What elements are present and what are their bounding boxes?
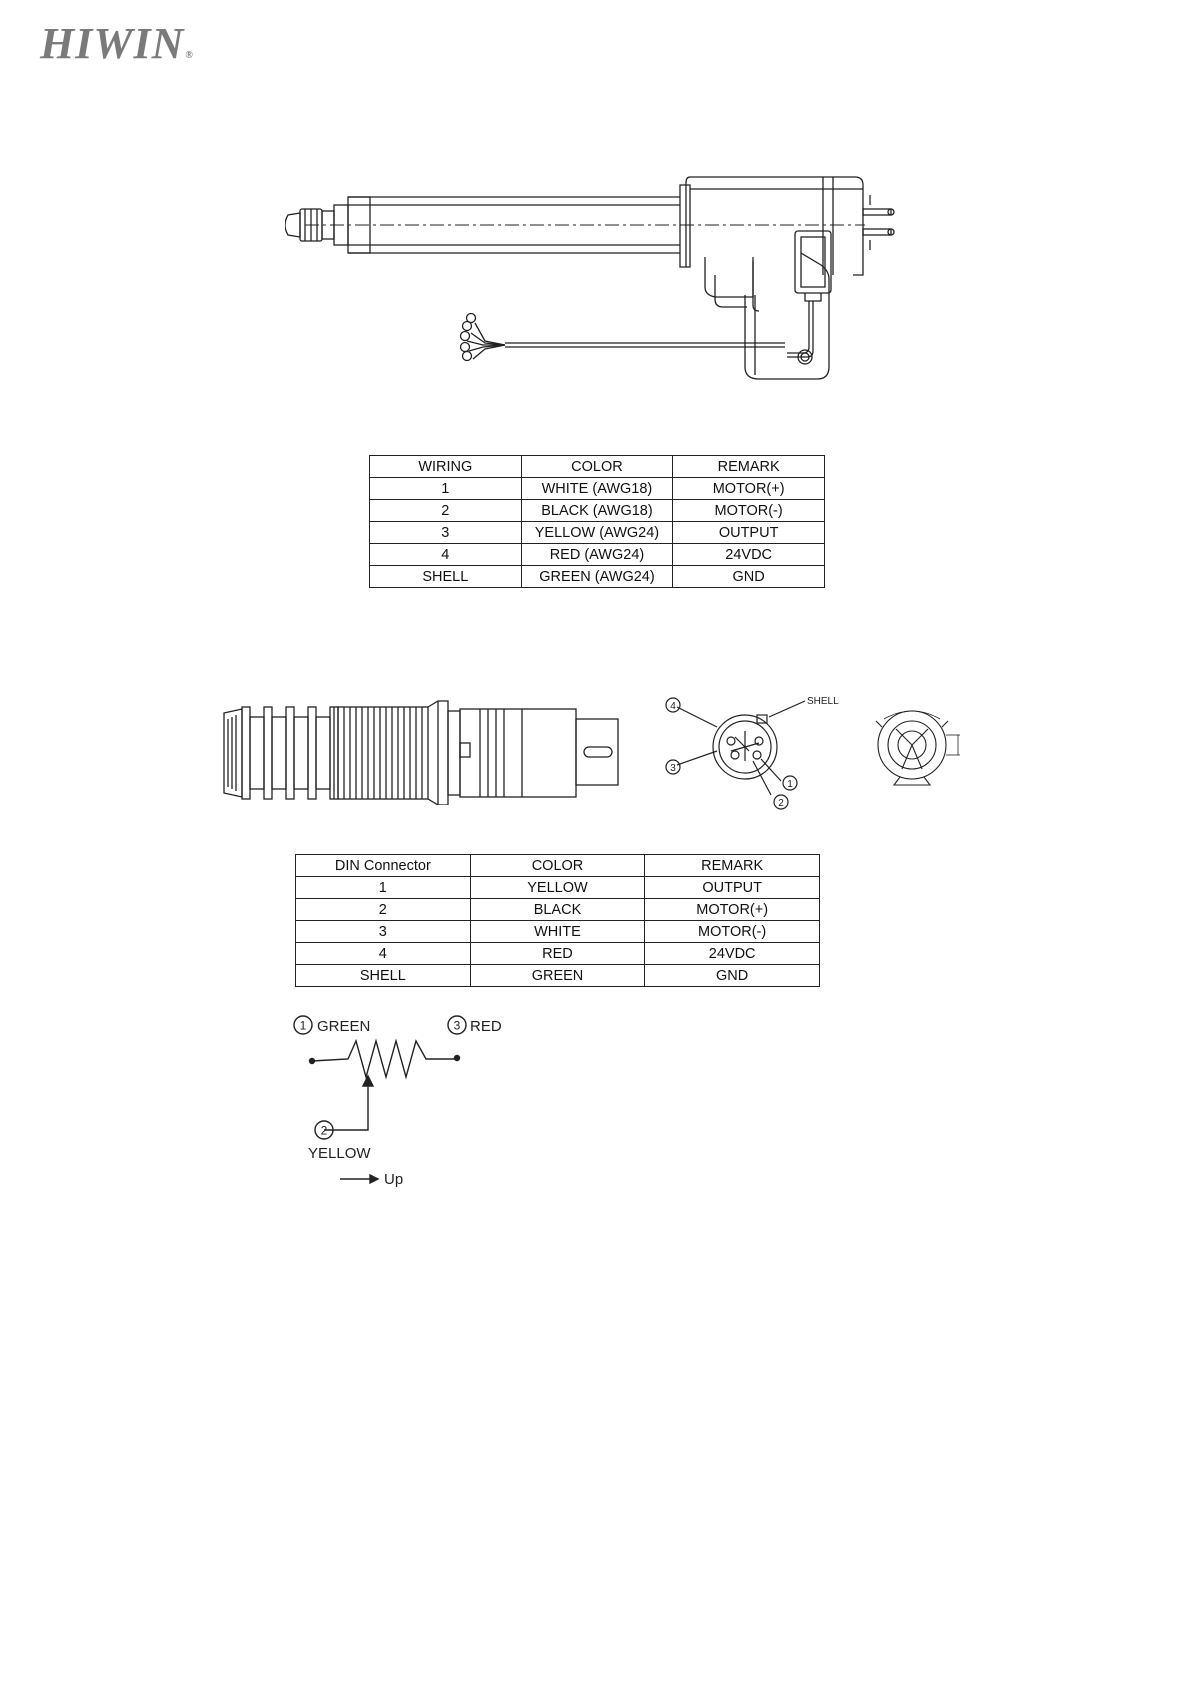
table-cell: SHELL	[370, 566, 522, 588]
actuator-drawing	[285, 175, 925, 415]
table-row	[370, 566, 825, 588]
table-row	[296, 943, 820, 965]
table-cell: 4	[370, 544, 522, 566]
table-cell: GREEN	[470, 965, 645, 987]
table-cell: OUTPUT	[645, 877, 820, 899]
table-cell: OUTPUT	[673, 522, 825, 544]
table-cell: YELLOW (AWG24)	[521, 522, 673, 544]
connector-face-drawing	[870, 705, 980, 795]
table-cell: WHITE	[470, 921, 645, 943]
table-cell: 1	[296, 877, 471, 899]
table-row	[370, 500, 825, 522]
direction-label: Up	[384, 1171, 404, 1187]
table-row	[296, 965, 820, 987]
header-remark: REMARK	[645, 855, 820, 877]
header-remark: REMARK	[673, 456, 825, 478]
table-header-row	[370, 456, 825, 478]
table-cell: GND	[673, 566, 825, 588]
pin1-label: GREEN	[317, 1018, 371, 1035]
pin-3-label: 3	[670, 763, 676, 774]
table-cell: BLACK (AWG18)	[521, 500, 673, 522]
pin3-label: RED	[470, 1018, 502, 1035]
table-row	[370, 544, 825, 566]
table-cell: GREEN (AWG24)	[521, 566, 673, 588]
logo-text: HIWIN	[40, 19, 185, 68]
table-cell: MOTOR(+)	[673, 478, 825, 500]
table-row	[296, 877, 820, 899]
table-row	[296, 899, 820, 921]
table-cell: RED	[470, 943, 645, 965]
pin-4-label: 4	[670, 701, 676, 712]
table-cell: SHELL	[296, 965, 471, 987]
table-row	[370, 522, 825, 544]
pin-1-label: 1	[787, 779, 793, 790]
table-cell: MOTOR(-)	[673, 500, 825, 522]
header-color: COLOR	[521, 456, 673, 478]
potentiometer-schematic	[290, 1012, 510, 1187]
table-cell: GND	[645, 965, 820, 987]
table-cell: 2	[370, 500, 522, 522]
shell-label: SHELL	[807, 696, 839, 707]
table-cell: 4	[296, 943, 471, 965]
table-header-row	[296, 855, 820, 877]
pin1-number: 1	[299, 1018, 307, 1033]
header-wiring: WIRING	[370, 456, 522, 478]
table-cell: 24VDC	[673, 544, 825, 566]
table-cell: 1	[370, 478, 522, 500]
header-din-connector: DIN Connector	[296, 855, 471, 877]
table-cell: RED (AWG24)	[521, 544, 673, 566]
pin3-number: 3	[453, 1018, 461, 1033]
pin2-label: YELLOW	[308, 1145, 371, 1162]
connector-pinout-drawing	[665, 695, 845, 815]
pin2-number: 2	[320, 1123, 328, 1138]
wiring-table	[369, 455, 825, 588]
table-cell: WHITE (AWG18)	[521, 478, 673, 500]
hiwin-logo	[40, 18, 194, 69]
table-cell: YELLOW	[470, 877, 645, 899]
table-cell: 3	[370, 522, 522, 544]
table-cell: MOTOR(-)	[645, 921, 820, 943]
pin-2-label: 2	[778, 798, 784, 809]
table-row	[296, 921, 820, 943]
table-cell: 3	[296, 921, 471, 943]
header-color: COLOR	[470, 855, 645, 877]
table-row	[370, 478, 825, 500]
din-plug-drawing	[222, 695, 622, 805]
table-cell: 24VDC	[645, 943, 820, 965]
table-cell: MOTOR(+)	[645, 899, 820, 921]
registered-mark: ®	[185, 50, 194, 61]
table-cell: BLACK	[470, 899, 645, 921]
din-connector-table	[295, 854, 820, 987]
table-cell: 2	[296, 899, 471, 921]
